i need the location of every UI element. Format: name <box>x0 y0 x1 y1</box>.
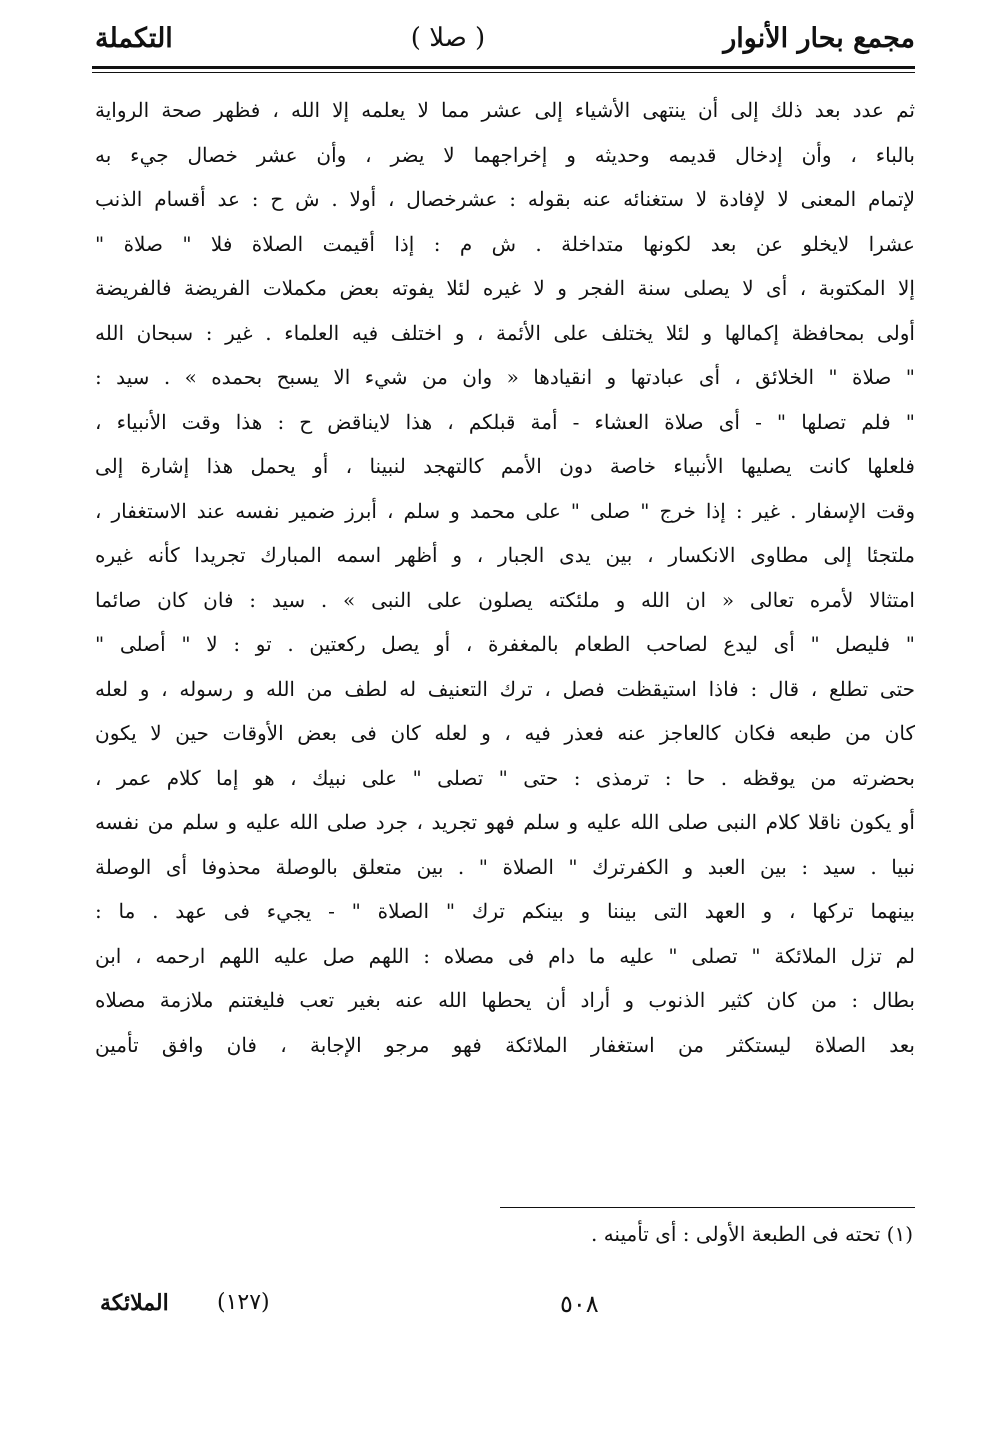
body-line: فلعلها كانت يصليها الأنبياء خاصة دون الأمم كالتهجد لنبينا ، أو يحمل هذا إشارة إلى <box>95 454 915 478</box>
page-footer <box>100 1290 995 1330</box>
body-line: ملتجئا إلى مطاوى الانكسار ، بين يدى الجبار ، و أظهر اسمه المبارك تجريدا كأنه غيره <box>95 543 915 567</box>
catchword: الملائكة <box>100 1290 169 1316</box>
body-line: " فليصل " أى ليدع لصاحب الطعام بالمغفرة ، أو يصل ركعتين . تو : لا " أصلى " <box>95 632 915 656</box>
body-line: أو يكون ناقلا كلام النبى صلى الله عليه و سلم فهو تجريد ، جرد صلى الله عليه و سلم من نفسه <box>95 810 915 834</box>
body-line: بينهما تركها ، و العهد التى بيننا و بينكم ترك " الصلاة " - يجيء فى عهد . ما : <box>95 899 915 923</box>
body-line: لم تزل الملائكة " تصلى " عليه ما دام فى مصلاه : اللهم صل عليه اللهم ارحمه ، ابن <box>95 943 915 968</box>
header-section-title: التكملة <box>95 22 173 54</box>
body-line: بحضرته من يوقظه . حا : ترمذى : حتى " تصلى " على نبيك ، هو إما كلام عمر ، <box>95 765 915 790</box>
page-header <box>95 18 915 58</box>
body-line: ثم عدد بعد ذلك إلى أن ينتهى الأشياء إلى عشر مما لا يعلمه إلا الله ، فظهر صحة الرواية <box>95 98 915 122</box>
body-line: أولى بمحافظة إكمالها و لئلا يختلف على الأئمة ، و اختلف فيه العلماء . غير : سبحان الله <box>95 320 915 345</box>
footnote: (١) تحته فى الطبعة الأولى : أى تأمينه . <box>590 1222 913 1246</box>
page-number: ٥٠٨ <box>560 1290 599 1318</box>
header-rule-thick <box>92 66 915 69</box>
body-line: " صلاة " الخلائق ، أى عبادتها و انقيادها « وان من شيء الا يسبح بحمده » . سيد : <box>95 365 915 389</box>
body-line: إلا المكتوبة ، أى لا يصلى سنة الفجر و لا غيره لئلا يفوته بعض مكملات الفريضة فالفريضة <box>95 276 915 300</box>
footnote-rule <box>500 1207 915 1208</box>
body-line: بالباء ، وأن إدخال قديمه وحديثه و إخراجهما لا يضر ، وأن عشر خصال جيء به <box>95 142 915 167</box>
body-line: لإتمام المعنى لا لإفادة لا ستغنائه عنه بقوله : عشرخصال ، أولا . ش ح : عد أقسام الذنب <box>95 187 915 211</box>
body-line: امتثالا لأمره تعالى « ان الله و ملئكته يصلون على النبى » . سيد : فان كان صائما <box>95 587 915 612</box>
body-line: بطال : من كان كثير الذنوب و أراد أن يحطها الله عنه بغير تعب فليغتنم ملازمة مصلاه <box>95 988 915 1012</box>
body-line: بعد الصلاة ليستكثر من استغفار الملائكة فهو مرجو الإجابة ، فان وافق تأمين <box>95 1032 915 1057</box>
header-entry-root: ( صلا ) <box>410 23 486 53</box>
header-book-title: مجمع بحار الأنوار <box>723 22 915 54</box>
body-line: كان من طبعه فكان كالعاجز عنه فعذر فيه ، و لعله كان فى بعض الأوقات حين لا يكون <box>95 721 915 745</box>
body-line: وقت الإسفار . غير : إذا خرج " صلى " على محمد و سلم ، أبرز ضمير نفسه عند الاستغفار ، <box>95 498 915 523</box>
body-text <box>95 88 915 1067</box>
header-rule-thin <box>92 72 915 73</box>
body-line: عشرا لايخلو عن بعد لكونها متداخلة . ش م : إذا أقيمت الصلاة فلا " صلاة " <box>95 231 915 256</box>
body-line: نبيا . سيد : بين العبد و الكفرترك " الصلاة " . بين متعلق بالوصلة محذوفا أى الوصلة <box>95 854 915 879</box>
volume-number: (١٢٧) <box>217 1290 270 1315</box>
body-line: " فلم تصلها " - أى صلاة العشاء - أمة قبلكم ، هذا لايناقض ح : هذا وقت الأنبياء ، <box>95 409 915 434</box>
body-line: حتى تطلع ، قال : فاذا استيقظت فصل ، ترك التعنيف له لطف من الله و رسوله ، و لعله <box>95 676 915 701</box>
